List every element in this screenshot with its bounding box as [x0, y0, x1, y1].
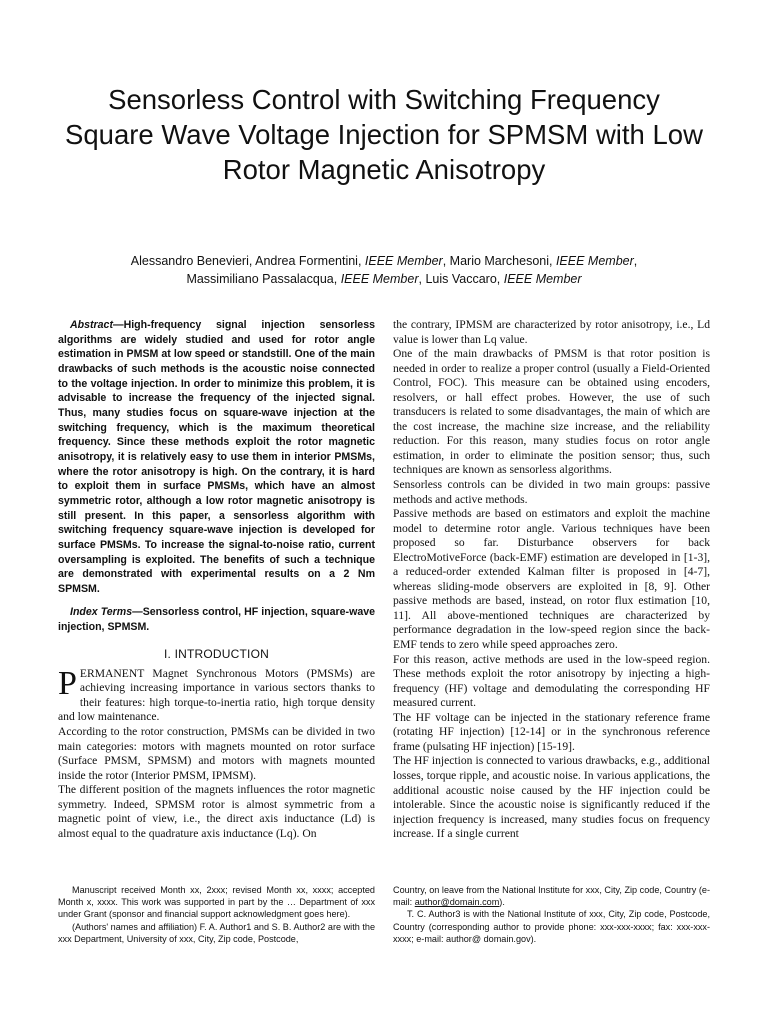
index-terms [58, 605, 375, 634]
member-grade: IEEE Member [364, 254, 443, 268]
body-paragraph: The HF voltage can be injected in the stationary reference frame (rotating HF injection) [12-14] or in the synchronous reference frame (pulsating HF injection) [15-19]. [393, 710, 710, 753]
body-paragraph: the contrary, IPMSM are characterized by rotor anisotropy, i.e., Ld value is lower than Lq value. [393, 318, 710, 346]
affiliation-note-continued [393, 884, 710, 908]
body-paragraph: Sensorless controls can be divided in two main groups: passive methods and active methods. [393, 478, 710, 506]
intro-paragraph-3: The different position of the magnets influences the rotor magnetic symmetry. Indeed, SPMSM rotor is almost symmetric from a magnetic point of view, i.e., the direct axis inductance (Ld) is almost equal to the quadrature axis inductance (Lq). On [58, 783, 375, 840]
author-names: , Luis Vaccaro, [418, 272, 504, 286]
author-line-1 [40, 252, 728, 270]
drop-cap: P [58, 664, 77, 702]
abstract-text: —High-frequency signal injection sensorless algorithms are widely studied and used for rotor angle estimation in PMSM at low speed or standstill. One of the main drawbacks of such methods is the acoustic noise connected to the voltage injection. In order to minimize this problem, it is advisable to increase the frequency of the injected signal. Thus, many studies focus on square-wave injection at the switching frequency, which is the maximum theoretical frequency. Since these methods exploit the rotor magnetic anisotropy, it is relatively easy to use them in interior PMSMs, where the rotor anisotropy is high. On the contrary, it is hard to exploit them in surface PMSMs, which have an almost symmetric rotor, although a low rotor magnetic anisotropy is still present. In this paper, a sensorless algorithm with switching frequency square-wave injection is developed for surface PMSMs. To increase the signal-to-noise ratio, current oversampling is exploited. The benefits of such a technique are demonstrated with experimental results on a 2 Nm SPMSM. [58, 319, 375, 595]
footnote-text: ). [499, 897, 505, 908]
intro-paragraph-2: According to the rotor construction, PMSMs can be divided in two main categories: motors with magnets mounted on rotor surface (Surface PMSM, SPMSM) and motors with magnets mounted inside the rotor (Interior PMSM, IPMSM). [58, 724, 375, 782]
body-paragraph: Passive methods are based on estimators and exploit the machine model to determine rotor angle. Various techniques have been proposed so far. Disturbance observers for back ElectroMotiveForce (back-EMF) estimation are developed in [1-3], a reduced-order extended Kalman filter is proposed in [4-7], whereas sliding-mode observers are exploited in [8, 9]. Other passive methods are based, instead, on rotor flux estimation [10, 11]. All above-mentioned techniques are characterized by performance degradation in the low-speed region since the back-EMF tends to zero while speed approaches zero. [393, 507, 710, 652]
corresponding-author-note: T. C. Author3 is with the National Institute of xxx, City, Zip code, Postcode, Country (corresponding author to provide phone: xxx-xxx-xxxx; fax: xxx-xxx-xxxx; e-mail: author@ domain.gov). [393, 909, 710, 944]
author-separator: , [633, 254, 638, 268]
author-names: Massimiliano Passalacqua, [186, 272, 341, 286]
body-paragraph: The HF injection is connected to various drawbacks, e.g., additional losses, torque ripple, and acoustic noise. In various applications, the additional acoustic noise caused by the HF injection could be intolerable. Since the acoustic noise is significantly reduced if the injection frequency is increased, many studies focus on frequency increase. If a single current [393, 754, 710, 841]
manuscript-note: Manuscript received Month xx, 2xxx; revised Month xx, xxxx; accepted Month x, xxxx. This work was supported in part by the … Department of xxx under Grant (sponsor and financial support acknowledgment goes here). [58, 885, 375, 920]
index-terms-text: —Sensorless control, HF injection, square-wave injection, SPMSM. [58, 606, 376, 634]
abstract-label: Abstract [70, 319, 113, 331]
body-paragraph: One of the main drawbacks of PMSM is that rotor position is needed in order to realize a proper control (usually a Field-Oriented Control, FOC). This measure can be obtained using encoders, resolvers, or hall effect probes. However, the use of such transducers is related to some disadvantages, the main of which are the cost increase, the machine size increase, and the reliability reduction. For this reason, many studies focus on rotor angle estimation, in order to eliminate the position sensor; thus, such techniques are known as sensorless algorithms. [393, 347, 710, 477]
left-column [58, 318, 375, 841]
member-grade: IEEE Member [340, 272, 419, 286]
body-paragraph: For this reason, active methods are used in the low-speed region. These methods exploit the rotor anisotropy by injecting a high-frequency (HF) voltage and demodulating the corresponding HF measured current. [393, 652, 710, 710]
intro-paragraph-1 [58, 664, 375, 725]
email-link[interactable]: author@domain.com [414, 897, 500, 908]
affiliation-note: (Authors' names and affiliation) F. A. Author1 and S. B. Author2 are with the xxx Department, University of xxx, City, Zip code, Postcode, [58, 921, 375, 944]
right-column [393, 318, 710, 842]
paragraph-text: ERMANENT Magnet Synchronous Motors (PMSMs) are achieving increasing importance in various sectors thanks to their features: high torque-to-inertia ratio, high torque density and low maintenance. [58, 666, 375, 724]
author-line-2 [40, 270, 728, 288]
footnote-text: Country, on leave from the National Institute for xxx, City, Zip code, Country (e-mail: [393, 885, 710, 908]
author-names: , Mario Marchesoni, [442, 254, 556, 268]
section-heading: I. INTRODUCTION [164, 646, 269, 661]
member-grade: IEEE Member [555, 254, 634, 268]
abstract [58, 318, 375, 596]
member-grade: IEEE Member [503, 272, 582, 286]
author-names: Alessandro Benevieri, Andrea Formentini, [130, 254, 365, 268]
paper-title: Sensorless Control with Switching Frequency Square Wave Voltage Injection for SPMSM with Low Rotor Magnetic Anisotropy [65, 84, 703, 185]
author-list [40, 252, 728, 288]
index-terms-label: Index Terms [70, 606, 133, 619]
footnote-right [393, 884, 710, 945]
footnote-left [58, 884, 375, 945]
